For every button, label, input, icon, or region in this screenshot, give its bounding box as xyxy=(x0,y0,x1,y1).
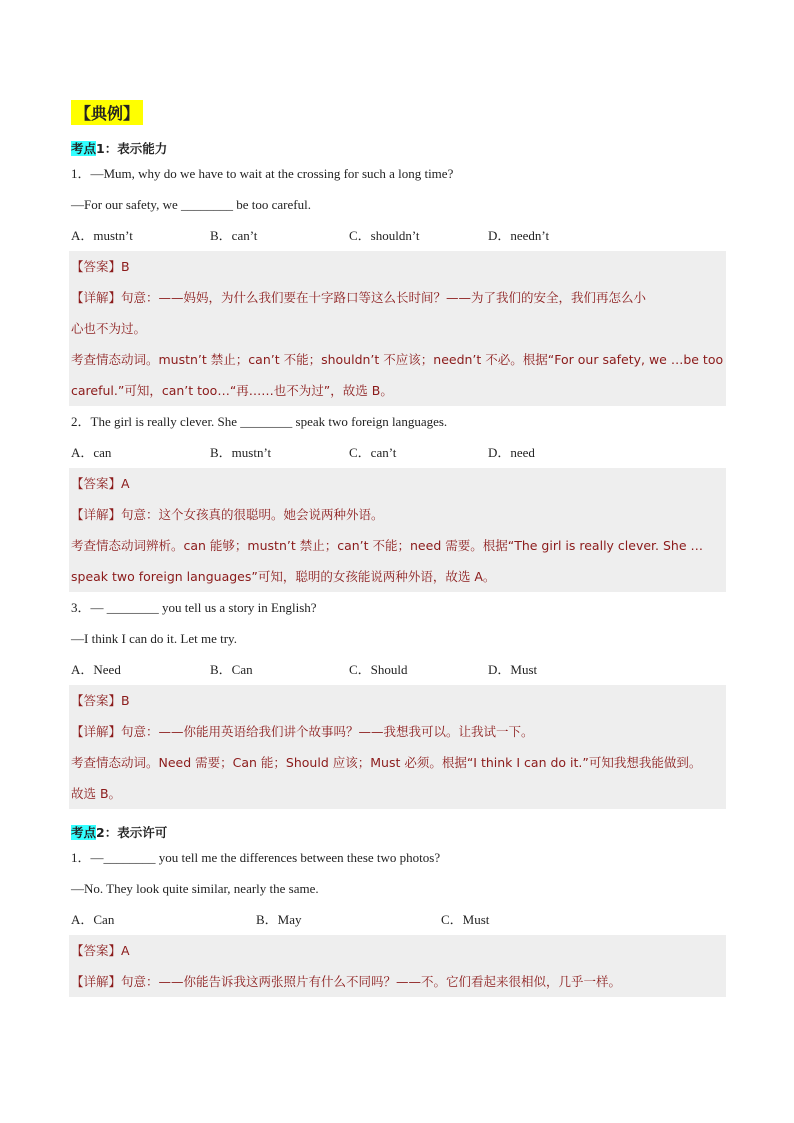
detail-line: speak two foreign languages”可知，聪明的女孩能说两种外语，故选 A。 xyxy=(71,569,496,584)
answer-line: 【答案】B xyxy=(71,259,130,274)
detail-line: 故选 B。 xyxy=(71,786,122,801)
answer-box xyxy=(69,935,726,997)
question-line: 3．— ________ you tell us a story in English? xyxy=(71,600,317,615)
question-line: —I think I can do it. Let me try. xyxy=(71,631,237,646)
topic-prefix: 考点 xyxy=(71,825,97,840)
option: A．Can xyxy=(71,912,115,927)
question-line: 1．—________ you tell me the differences between these two photos? xyxy=(71,850,441,865)
topic-heading xyxy=(71,139,167,157)
options-row xyxy=(71,437,724,468)
detail-line: 心也不为过。 xyxy=(71,321,147,336)
detail-line: 【详解】句意：——你能告诉我这两张照片有什么不同吗？——不。它们看起来很相似，几乎一样。 xyxy=(71,974,622,989)
detail-line: 【详解】句意：——妈妈，为什么我们要在十字路口等这么长时间？——为了我们的安全，我们再怎么小 xyxy=(71,290,647,305)
question-line: —For our safety, we ________ be too careful. xyxy=(71,197,311,212)
option: B．mustn’t xyxy=(210,445,272,460)
option: B．can’t xyxy=(210,228,258,243)
section-heading: 【典例】 xyxy=(71,100,143,125)
options-row xyxy=(71,904,724,935)
detail-line: careful.”可知，can’t too…“再……也不为过”，故选 B。 xyxy=(71,383,393,398)
option: D．needn’t xyxy=(488,228,550,243)
options-row xyxy=(71,654,724,685)
option: A．Need xyxy=(71,662,121,677)
topic-prefix: 考点 xyxy=(71,141,97,156)
answer-box xyxy=(69,468,726,592)
option: D．Must xyxy=(488,662,538,677)
worksheet xyxy=(71,100,724,997)
option: C．Must xyxy=(441,912,490,927)
topic-heading xyxy=(71,823,167,841)
topic-label: 1：表示能力 xyxy=(96,141,168,156)
question-line: 1．—Mum, why do we have to wait at the crossing for such a long time? xyxy=(71,166,454,181)
topic-block xyxy=(71,125,724,158)
question-line: 2．The girl is really clever. She ________ speak two foreign languages. xyxy=(71,414,448,429)
detail-line: 考查情态动词。Need 需要；Can 能；Should 应该；Must 必须。根据“I think I can do it.”可知我想我能做到。 xyxy=(71,755,702,770)
answer-box xyxy=(69,685,726,809)
topic-block xyxy=(71,809,724,842)
detail-line: 考查情态动词。mustn’t 禁止；can’t 不能；shouldn’t 不应该；needn’t 不必。根据“For our safety, we …be too xyxy=(71,352,724,367)
option: B．May xyxy=(256,912,302,927)
option: D．need xyxy=(488,445,535,460)
option: C．Should xyxy=(349,662,408,677)
question-line: —No. They look quite similar, nearly the same. xyxy=(71,881,319,896)
detail-line: 【详解】句意：这个女孩真的很聪明。她会说两种外语。 xyxy=(71,507,384,522)
topic-label: 2：表示许可 xyxy=(96,825,168,840)
answer-line: 【答案】B xyxy=(71,693,130,708)
content xyxy=(71,125,724,997)
detail-line: 考查情态动词辨析。can 能够；mustn’t 禁止；can’t 不能；need 需要。根据“The girl is really clever. She … xyxy=(71,538,703,553)
answer-box xyxy=(69,251,726,406)
options-row xyxy=(71,220,724,251)
option: C．shouldn’t xyxy=(349,228,420,243)
detail-line: 【详解】句意：——你能用英语给我们讲个故事吗？——我想我可以。让我试一下。 xyxy=(71,724,534,739)
option: A．can xyxy=(71,445,112,460)
option: A．mustn’t xyxy=(71,228,133,243)
answer-line: 【答案】A xyxy=(71,943,130,958)
answer-line: 【答案】A xyxy=(71,476,130,491)
option: C．can’t xyxy=(349,445,397,460)
option: B．Can xyxy=(210,662,253,677)
